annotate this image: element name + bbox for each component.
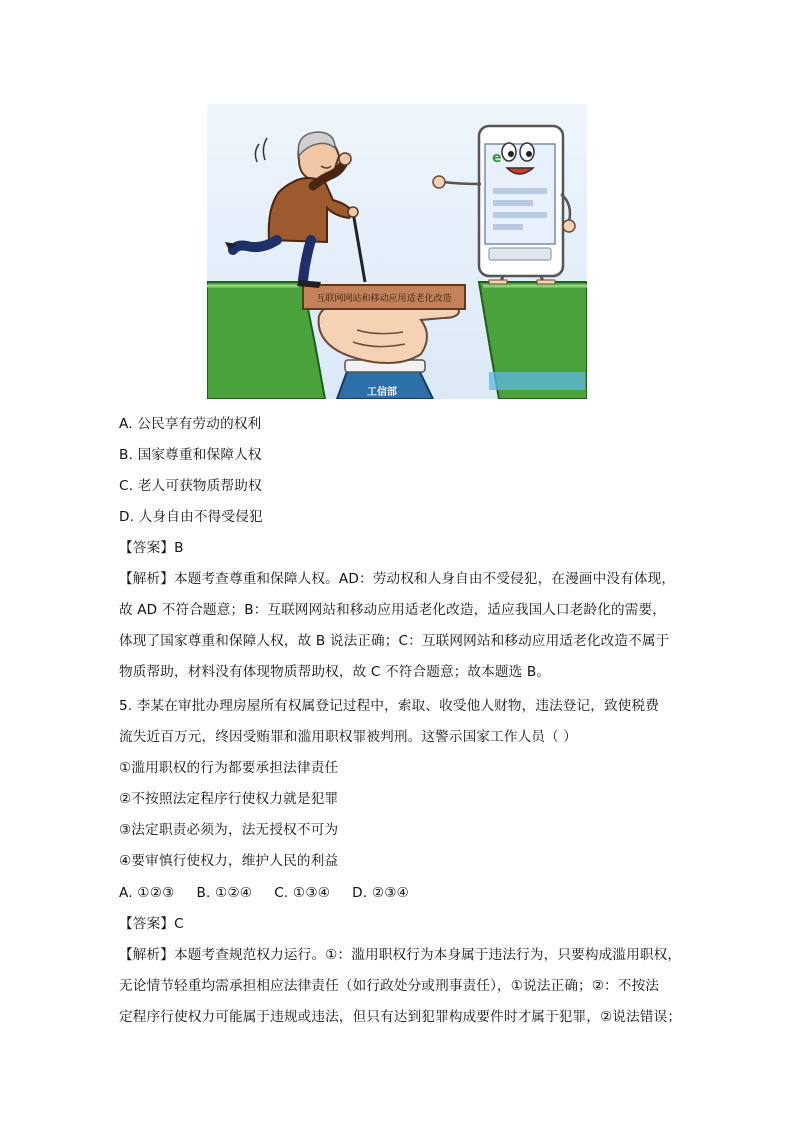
q5-analysis-line: 定程序行使权力可能属于违规或违法，但只有达到犯罪构成要件时才属于犯罪，②说法错误； [119,1009,682,1025]
q5-choice-c: C. ①③④ [274,885,331,901]
q5-analysis-line: 【解析】本题考查规范权力运行。①：滥用职权行为本身属于违法行为，只要构成滥用职权， [119,947,682,963]
q5-statement-2: ②不按照法定程序行使权力就是犯罪 [119,791,339,807]
q4-option-a: A. 公民享有劳动的权利 [119,416,262,432]
q5-analysis-line: 无论情节轻重均需承担相应法律责任（如行政处分或刑事责任），①说法正确；②：不按法 [119,978,660,994]
q5-stem-line: 5. 李某在审批办理房屋所有权属登记过程中，索取、收受他人财物，违法登记，致使税费 [119,698,660,714]
q5-answer: 【答案】C [119,916,184,932]
browser-logo: e [492,150,502,166]
q5-statement-4: ④要审慎行使权力，维护人民的利益 [119,853,339,869]
cartoon-illustration [207,104,587,399]
q5-choice-a: A. ①②③ [119,885,175,901]
q4-analysis-line: 【解析】本题考查尊重和保障人权。AD：劳动权和人身自由不受侵犯，在漫画中没有体现， [119,571,676,587]
q4-analysis-line: 体现了国家尊重和保障人权，故 B 说法正确；C：互联网网站和移动应用适老化改造不属于 [119,633,670,649]
q4-option-b: B. 国家尊重和保障人权 [119,447,262,463]
board-label: 互联网网站和移动应用适老化改造 [316,294,452,304]
q4-option-d: D. 人身自由不得受侵犯 [119,509,263,525]
q5-choices [119,883,409,903]
q4-option-c: C. 老人可获物质帮助权 [119,478,262,494]
q4-analysis-line: 物质帮助，材料没有体现物质帮助权，故 C 不符合题意；故本题选 B。 [119,664,551,680]
q5-stem-line: 流失近百万元，终因受贿罪和滥用职权罪被判刑。这警示国家工作人员（ ） [119,729,578,745]
q5-statement-1: ①滥用职权的行为都要承担法律责任 [119,760,339,776]
q5-choice-b: B. ①②④ [196,885,253,901]
q4-analysis-line: 故 AD 不符合题意；B：互联网网站和移动应用适老化改造，适应我国人口老龄化的需要， [119,602,667,618]
cuff-label: 工信部 [367,387,397,398]
q5-choice-d: D. ②③④ [352,885,409,901]
q4-answer: 【答案】B [119,540,184,556]
q5-statement-3: ③法定职责必须为，法无授权不可为 [119,822,339,838]
